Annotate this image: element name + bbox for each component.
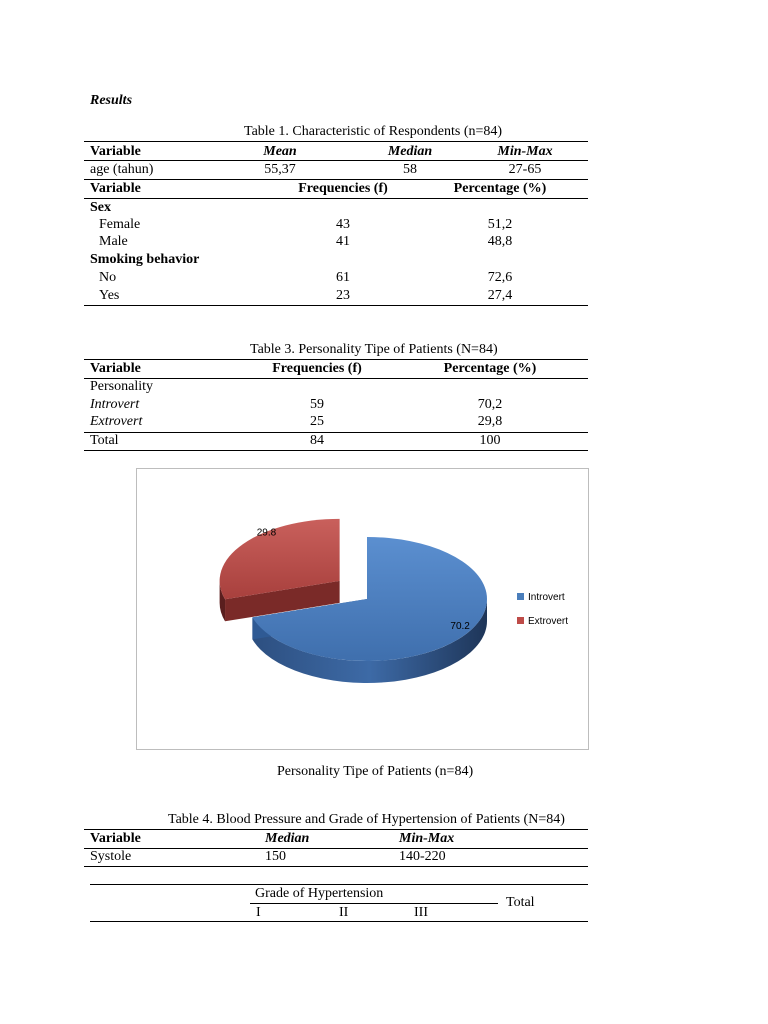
header-variable: Variable — [90, 144, 141, 159]
table-rule — [250, 903, 498, 904]
table-row-min-max: 140-220 — [399, 849, 446, 864]
table-rule — [84, 141, 588, 142]
table-row-percentage: 100 — [479, 433, 501, 448]
header-variable: Variable — [90, 361, 141, 376]
header-median: Median — [387, 144, 433, 159]
pie-chart-svg — [137, 469, 588, 749]
table-4-caption: Table 4. Blood Pressure and Grade of Hypertension of Patients (N=84) — [168, 812, 565, 827]
table-row-label: Total — [90, 433, 119, 448]
table-row-frequency: 25 — [310, 414, 324, 429]
grade-ii-header: II — [339, 905, 349, 920]
pie-data-label: 70.2 — [450, 621, 470, 633]
table-row-frequency: 41 — [336, 234, 350, 249]
table-3-caption: Table 3. Personality Tipe of Patients (N=84) — [250, 342, 498, 357]
table-rule — [84, 305, 588, 306]
total-header: Total — [506, 895, 535, 910]
table-rule — [84, 866, 588, 867]
table-row-percentage: 48,8 — [487, 234, 513, 249]
group-label: Personality — [90, 379, 153, 394]
chart-caption: Personality Tipe of Patients (n=84) — [277, 764, 474, 779]
header-median: Median — [265, 831, 310, 846]
table-row-percentage: 29,8 — [477, 414, 503, 429]
table-row-percentage: 51,2 — [487, 217, 513, 232]
legend-item-extrovert — [517, 616, 568, 627]
table-row-frequency: 43 — [336, 217, 350, 232]
table-row-label: Male — [99, 234, 128, 249]
grade-iii-header: III — [414, 905, 428, 920]
pie-slice-extrovert — [220, 519, 340, 621]
table-row-frequency: 61 — [336, 270, 350, 285]
table-row-label: Yes — [99, 288, 120, 303]
header-mean: Mean — [263, 144, 297, 159]
table-rule — [84, 378, 588, 379]
table-rule — [84, 198, 588, 199]
table-row-frequency: 84 — [310, 433, 324, 448]
header-variable: Variable — [90, 181, 141, 196]
table-rule — [84, 829, 588, 830]
age-min-max: 27-65 — [508, 162, 542, 177]
legend-label: Extrovert — [528, 616, 569, 627]
table-row-label: Extrovert — [90, 414, 143, 429]
table-rule — [84, 450, 588, 451]
table-row-label: No — [99, 270, 117, 285]
sex-label: Sex — [90, 200, 111, 215]
table-rule — [90, 921, 588, 922]
header-frequencies: Frequencies (f) — [272, 361, 362, 376]
header-variable: Variable — [90, 831, 141, 846]
header-frequencies: Frequencies (f) — [298, 181, 388, 196]
table-rule — [84, 848, 588, 849]
header-percentage: Percentage (%) — [443, 361, 537, 376]
table-row-percentage: 70,2 — [477, 397, 503, 412]
grade-i-header: I — [256, 905, 261, 920]
legend-swatch — [517, 617, 524, 624]
legend-item-introvert — [517, 592, 565, 603]
legend-swatch — [517, 593, 524, 600]
table-row-percentage: 72,6 — [487, 270, 513, 285]
age-label: age (tahun) — [90, 162, 154, 177]
section-heading: Results — [90, 93, 133, 108]
table-row-label: Introvert — [90, 397, 140, 412]
legend-label: Introvert — [528, 592, 565, 603]
table-1-caption: Table 1. Characteristic of Respondents (n=84) — [244, 124, 503, 139]
table-row-percentage: 27,4 — [487, 288, 513, 303]
table-row-median: 150 — [265, 849, 286, 864]
table-row-frequency: 23 — [336, 288, 350, 303]
header-min-max: Min-Max — [399, 831, 455, 846]
pie-chart — [136, 468, 589, 750]
table-row-label: Female — [99, 217, 141, 232]
age-mean: 55,37 — [264, 162, 296, 177]
smoking-label: Smoking behavior — [90, 252, 200, 267]
table-row-label: Systole — [90, 849, 132, 864]
header-min-max: Min-Max — [497, 144, 553, 159]
table-row-frequency: 59 — [310, 397, 324, 412]
age-median: 58 — [403, 162, 417, 177]
header-percentage: Percentage (%) — [453, 181, 547, 196]
pie-data-label: 29.8 — [256, 527, 277, 539]
grade-group-header: Grade of Hypertension — [255, 886, 384, 901]
